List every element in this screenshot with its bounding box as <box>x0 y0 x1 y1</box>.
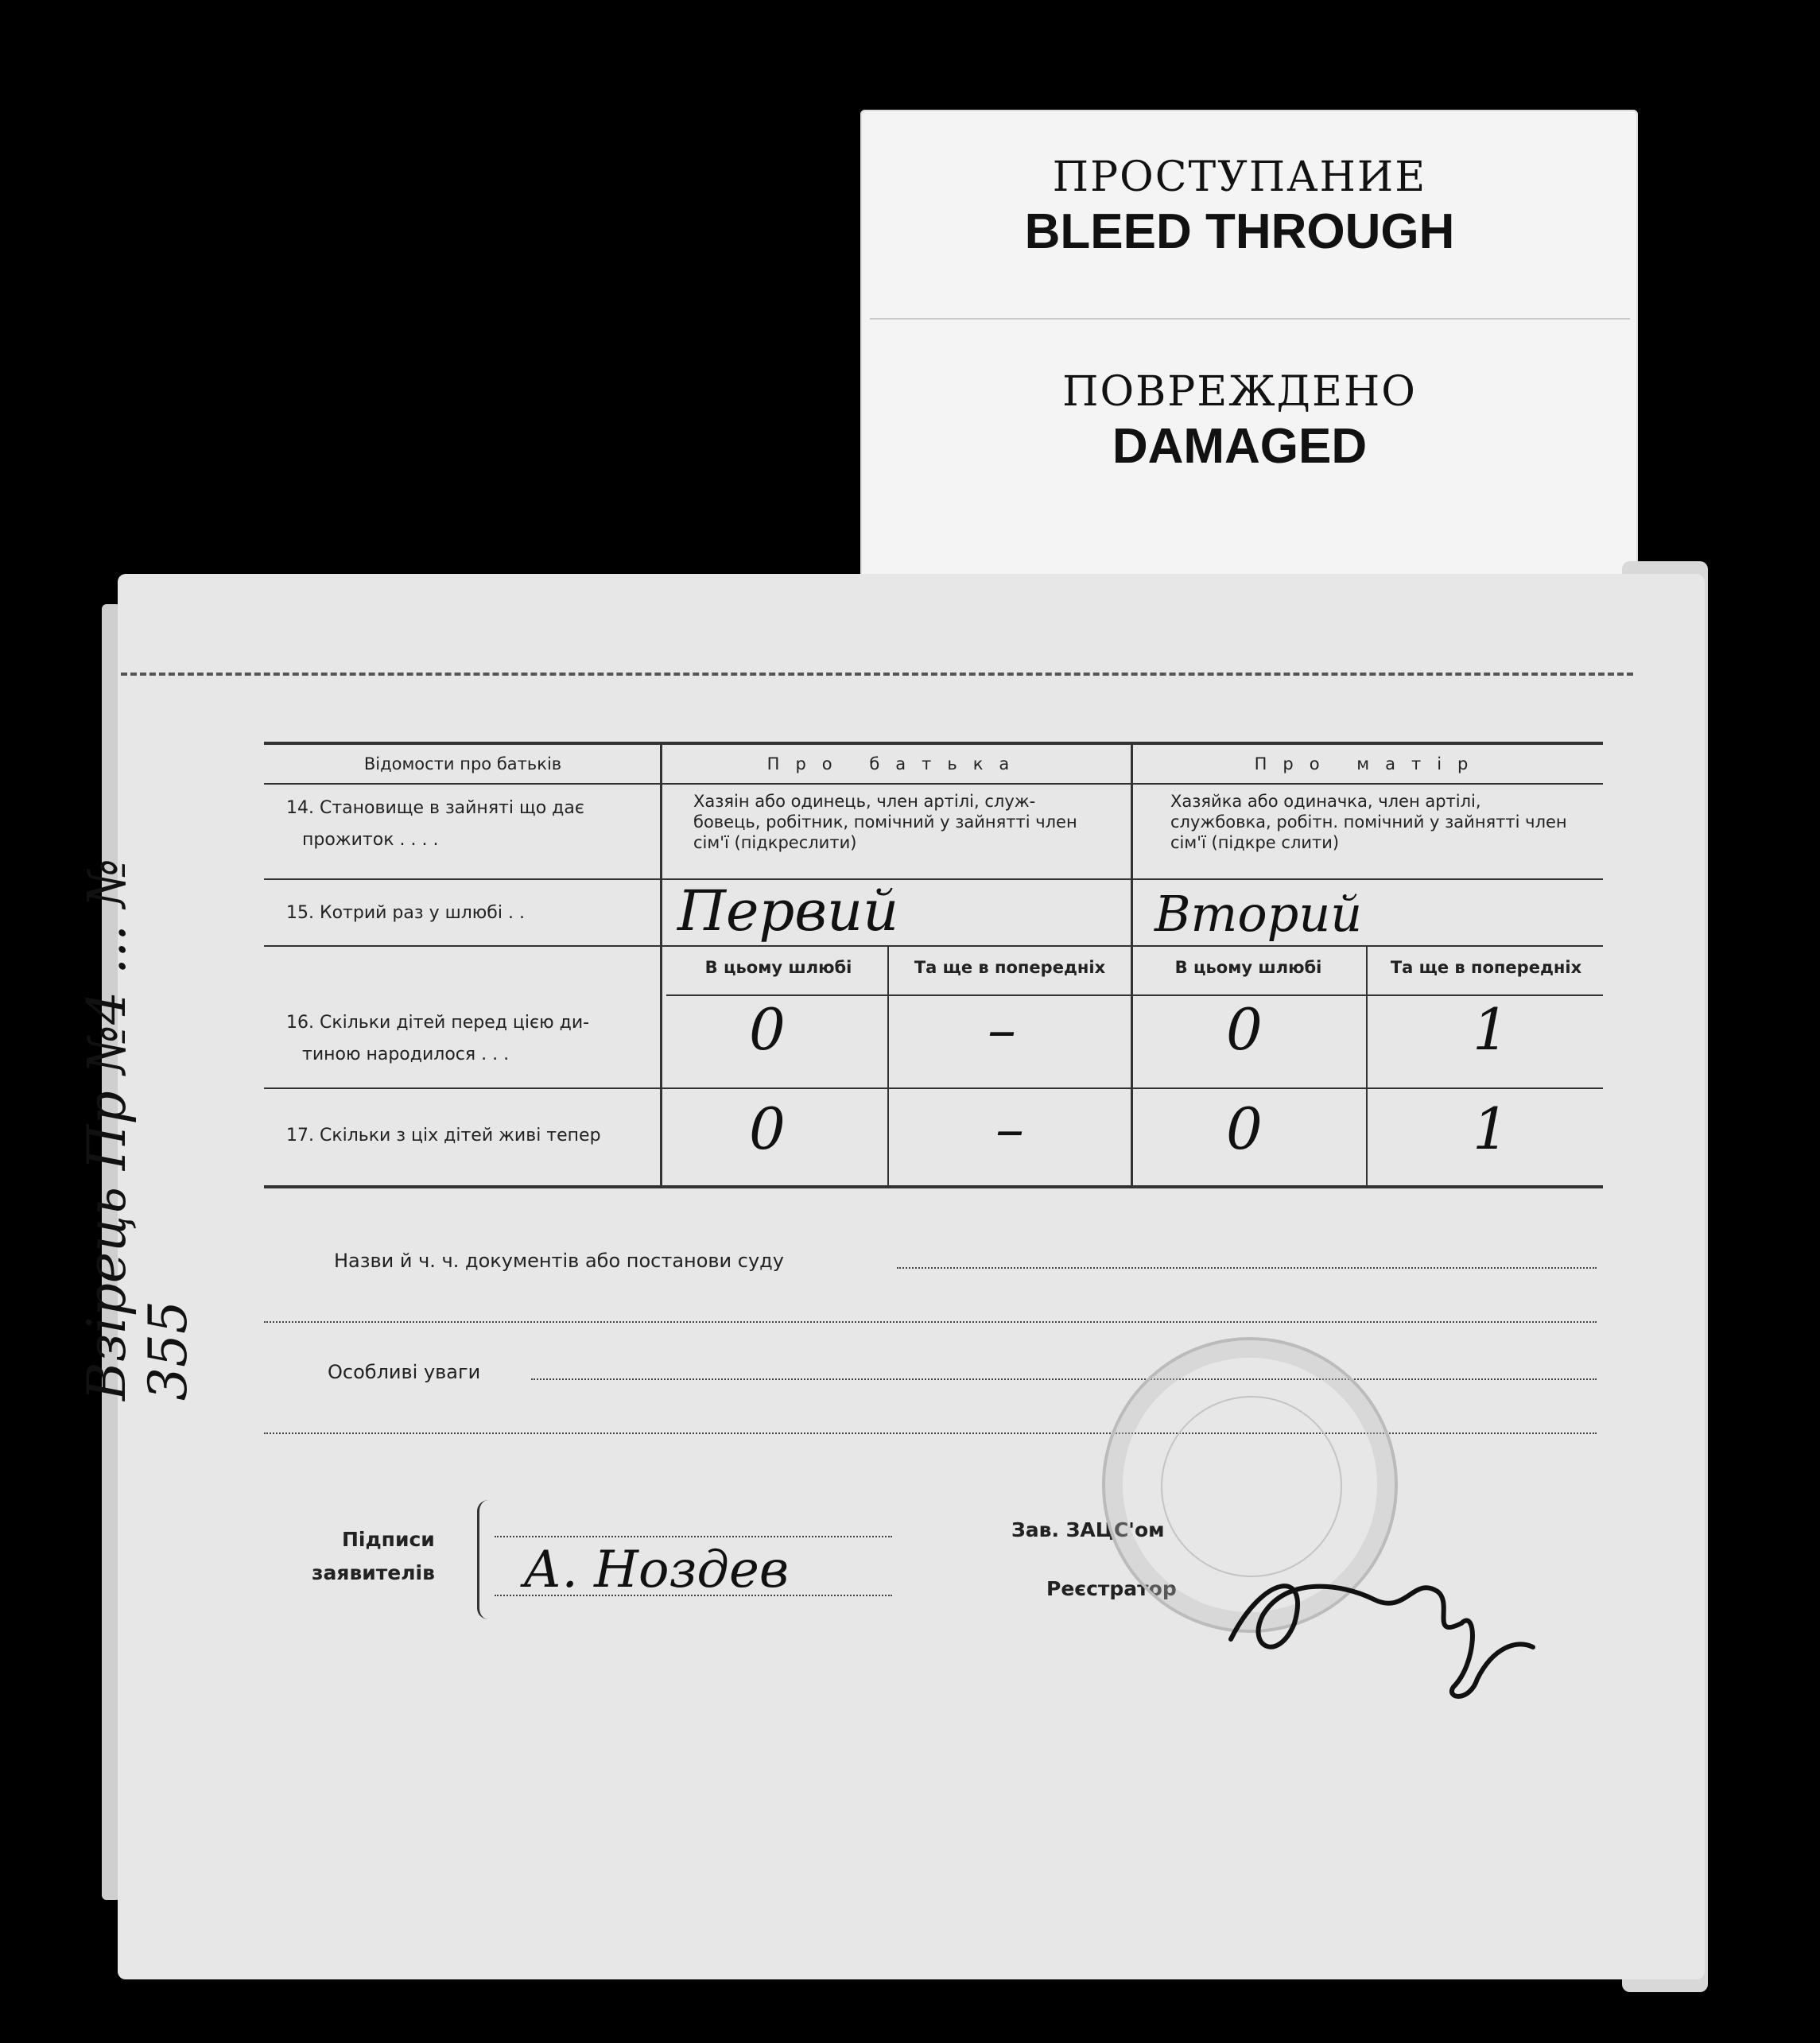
signatures-label-line1: Підписи <box>342 1528 435 1551</box>
documents-dotted-line <box>897 1267 1597 1269</box>
applicant-signature-line-1 <box>495 1536 892 1537</box>
table-rule <box>264 878 1603 880</box>
damaged-ru: ПОВРЕЖДЕНО <box>1062 368 1417 416</box>
bleed-through-en: BLEED THROUGH <box>1024 204 1455 259</box>
document-sheet <box>76 574 1705 1979</box>
archive-label-card <box>860 110 1638 579</box>
registrar-signature <box>1215 1528 1549 1719</box>
table-col-rule <box>660 742 662 1188</box>
row15-father-handwritten: Первий <box>677 878 899 944</box>
row15-mother-handwritten: Вторий <box>1154 885 1363 943</box>
row14-label-line2: прожиток . . . . <box>302 830 439 850</box>
subheader-mother-previous: Та ще в попередніх <box>1390 958 1582 977</box>
perforation-line <box>121 673 1633 676</box>
table-rule <box>264 1087 1603 1089</box>
signatures-brace <box>477 1500 495 1619</box>
table-bottom-rule <box>264 1185 1603 1188</box>
row15-label: 15. Котрий раз у шлюбі . . <box>286 903 525 923</box>
signatures-label-line2: заявителів <box>312 1561 435 1584</box>
row17-father-previous: – <box>995 1095 1024 1162</box>
table-rule <box>264 945 1603 947</box>
card-fold-line <box>870 318 1630 320</box>
row16-label-line1: 16. Скільки дітей перед цією ди- <box>286 1013 590 1033</box>
row14-father-options: Хазяін або одинець, член артілі, служ-бовець, робітник, помічний у зайнятті член сім'ї (підкреслити) <box>693 792 1077 852</box>
header-parents-info: Відомости про батьків <box>363 754 562 773</box>
row14-label-line1: 14. Становище в зайняті що дає <box>286 798 584 818</box>
subheader-father-previous: Та ще в попередніх <box>914 958 1106 977</box>
margin-handwritten-note: Взірець Пр №4 ... № 355 <box>76 858 199 1401</box>
remarks-dotted-line <box>531 1378 1597 1380</box>
row17-label: 17. Скільки з ціх дітей живі тепер <box>286 1126 601 1146</box>
row14-mother-options: Хазяйка або одиначка, член артілі, службовка, робітн. помічний у зайнятті член сім'ї (підкре слити) <box>1170 792 1567 852</box>
table-top-rule <box>264 742 1603 745</box>
registrar-label: Реєстратор <box>1046 1577 1177 1600</box>
row16-label-line2: тиною народилося . . . <box>302 1045 510 1064</box>
header-mother: Про матір <box>1254 754 1484 773</box>
row17-mother-previous: 1 <box>1473 1095 1509 1162</box>
row16-mother-previous: 1 <box>1473 996 1509 1063</box>
row17-father-this: 0 <box>749 1095 786 1162</box>
subheader-mother-this-marriage: В цьому шлюбі <box>1174 958 1322 977</box>
applicant-signature: А. Ноздев <box>523 1541 790 1599</box>
row16-father-previous: – <box>988 996 1016 1063</box>
table-col-rule <box>1366 945 1368 1188</box>
documents-dotted-line-2 <box>264 1321 1597 1323</box>
row16-father-this: 0 <box>749 996 786 1063</box>
documents-field-label: Назви й ч. ч. документів або постанови суду <box>334 1250 784 1272</box>
head-of-registry-label: Зав. ЗАЦС'ом <box>1011 1518 1165 1541</box>
table-rule <box>666 994 1603 996</box>
table-rule <box>264 783 1603 785</box>
row17-mother-this: 0 <box>1226 1095 1263 1162</box>
bleed-through-ru: ПРОСТУПАНИЕ <box>1052 153 1427 201</box>
remarks-dotted-line-2 <box>264 1432 1597 1434</box>
table-col-rule <box>887 945 889 1188</box>
remarks-field-label: Особливі уваги <box>328 1361 481 1383</box>
damaged-en: DAMAGED <box>1112 419 1368 474</box>
table-col-rule <box>1131 742 1133 1188</box>
subheader-father-this-marriage: В цьому шлюбі <box>704 958 852 977</box>
row16-mother-this: 0 <box>1226 996 1263 1063</box>
header-father: Про батька <box>766 754 1026 773</box>
